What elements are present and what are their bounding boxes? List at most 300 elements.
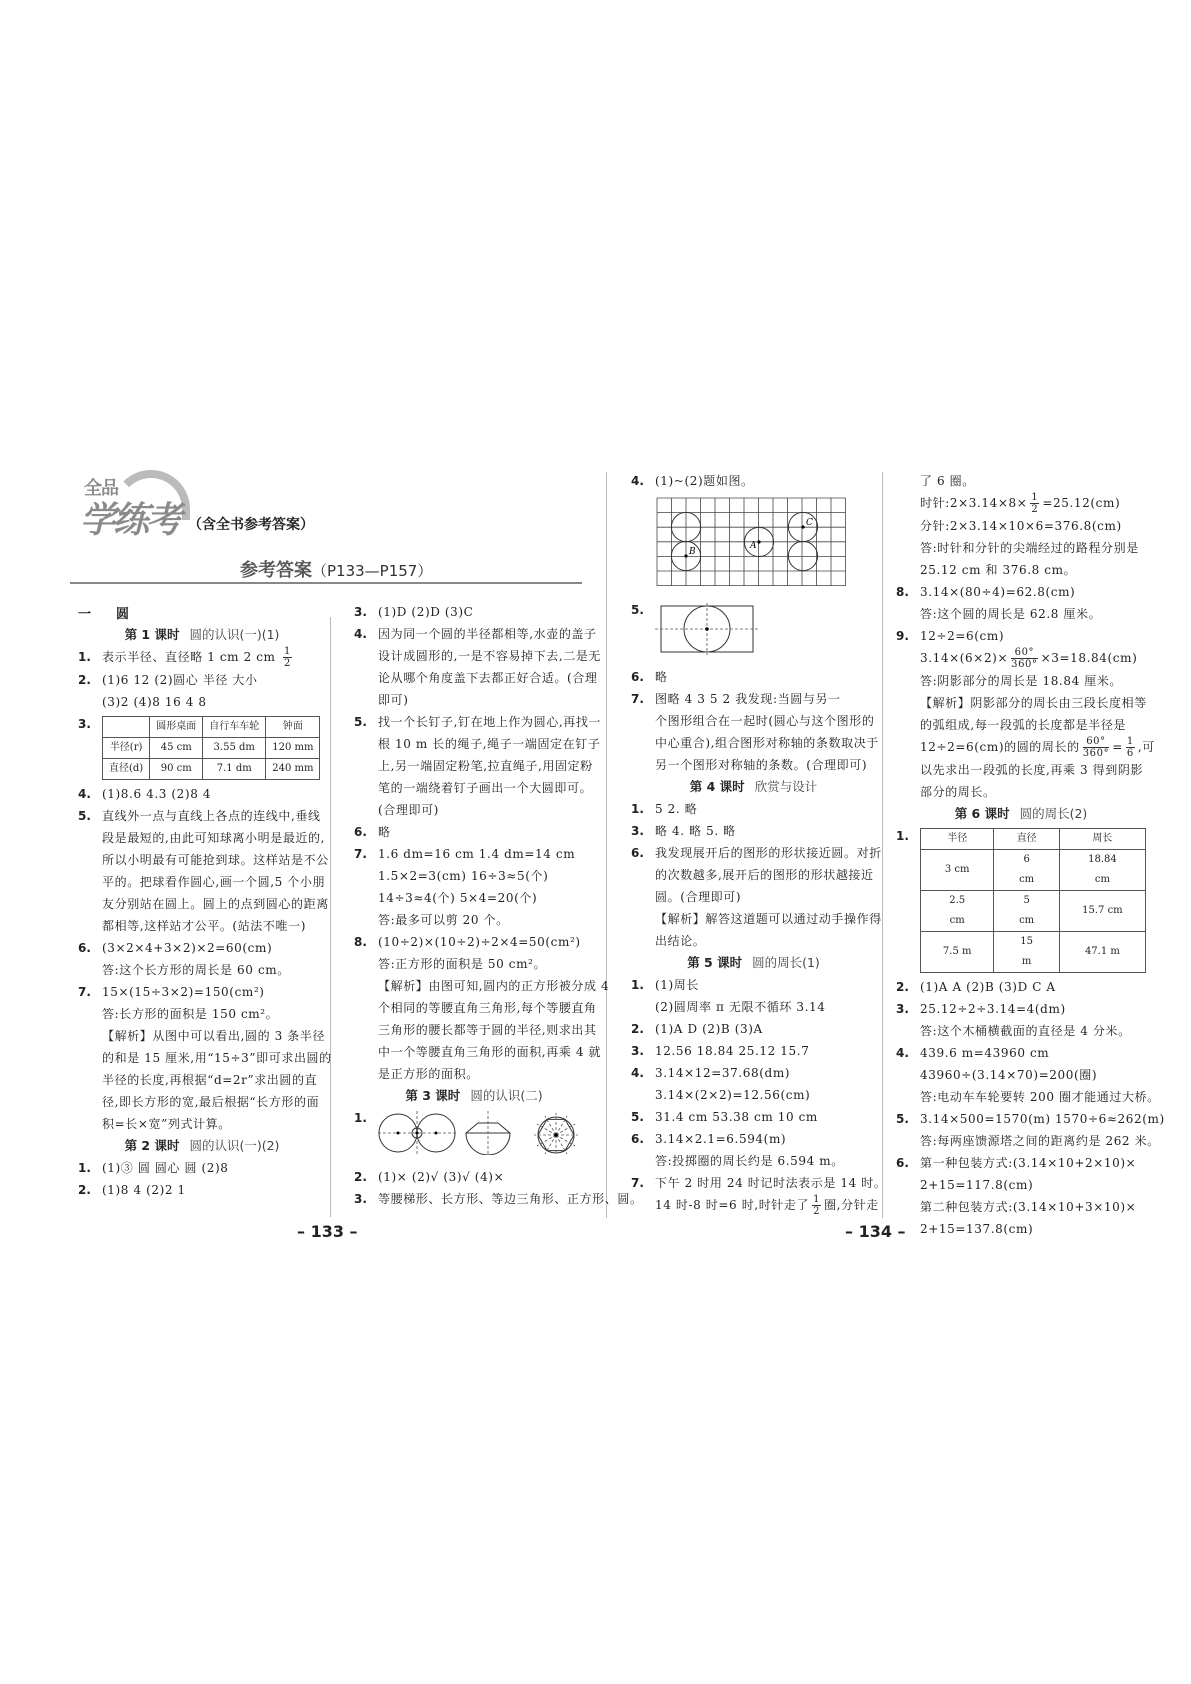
answer-table	[920, 828, 1146, 973]
answer-body	[378, 623, 601, 711]
answer-line	[920, 559, 1146, 581]
text-segment: (1)8.6 4.3 (2)8 4	[102, 787, 212, 801]
fraction-numerator: 1	[1031, 492, 1039, 503]
answer-body	[102, 713, 326, 783]
answer-body	[655, 1128, 876, 1172]
fraction-denominator: 360°	[1011, 659, 1038, 670]
answer-line	[655, 1018, 876, 1040]
center-point	[554, 1133, 558, 1137]
text-segment: 【解析】由图可知,圆内的正方形被分成 4	[378, 979, 610, 993]
text-segment: 439.6 m=43960 cm	[920, 1046, 1050, 1060]
rectangle-circle-figure	[655, 603, 760, 655]
question-number: 2.	[78, 673, 91, 687]
subtitle: （含全书参考答案）	[188, 517, 314, 533]
answer-line	[655, 754, 879, 776]
text-segment: 三角形的腰长都等于圆的半径,则求出其	[378, 1023, 597, 1037]
lesson-label: 第 4 课时	[689, 779, 745, 794]
fraction	[1011, 647, 1038, 670]
page-title	[240, 556, 432, 582]
text-segment: 以先求出一段弧的长度,再乘 3 得到阴影	[920, 763, 1144, 777]
table-cell: 直径	[994, 829, 1059, 850]
lesson-heading	[78, 624, 326, 646]
answer-body	[920, 976, 1146, 998]
answer-line	[920, 581, 1146, 603]
answer-item	[631, 1172, 887, 1217]
answer-body	[920, 581, 1146, 625]
circles3-figure	[378, 1111, 583, 1155]
answer-line	[102, 646, 326, 669]
answer-line	[655, 1106, 876, 1128]
fraction-denominator: 6	[1126, 748, 1134, 759]
text-segment: (1)A D (2)B (3)A	[655, 1022, 763, 1036]
answer-body	[655, 599, 876, 666]
text-segment: 12÷2=6(cm)	[920, 629, 1005, 643]
text-segment: (1)周长	[655, 978, 699, 992]
answer-line	[920, 1020, 1146, 1042]
text-segment: 表示半径、直径略 1 cm 2 cm	[102, 650, 280, 664]
question-number: 3.	[896, 1002, 909, 1016]
answer-line	[378, 865, 594, 887]
text-segment: ×3=18.84(cm)	[1040, 651, 1138, 665]
question-number: 8.	[896, 585, 909, 599]
answer-line	[102, 959, 326, 981]
table-cell: 2.5 cm	[921, 891, 994, 932]
answer-item	[896, 581, 1146, 625]
answer-item	[896, 1042, 1160, 1108]
table-row	[921, 932, 1146, 973]
center-point	[801, 525, 804, 528]
text-segment: 出结论。	[655, 934, 706, 948]
text-segment: 43960÷(3.14×70)=200(圈)	[920, 1068, 1098, 1082]
answer-line	[920, 1152, 1146, 1174]
answer-body	[920, 998, 1146, 1042]
answer-line	[655, 974, 876, 996]
answer-line	[655, 1040, 876, 1062]
fraction-numerator: 1	[813, 1194, 821, 1205]
answer-body	[655, 820, 876, 842]
answer-line	[920, 1108, 1165, 1130]
answer-item	[78, 1157, 326, 1179]
answer-line	[920, 714, 1155, 736]
page-range: （P133—P157）	[312, 562, 433, 580]
answer-item	[78, 981, 332, 1135]
text-segment: 3.14×(2×2)=12.56(cm)	[655, 1088, 811, 1102]
table-cell: 5 cm	[994, 891, 1059, 932]
text-segment: (2)圆周率 π 无限不循环 3.14	[655, 1000, 826, 1014]
text-segment: (1)~(2)题如图。	[655, 474, 754, 488]
lesson-label: 第 5 课时	[687, 955, 743, 970]
answer-line	[920, 647, 1155, 670]
lesson-heading	[896, 803, 1146, 825]
answer-column-4	[896, 470, 1165, 1240]
answer-line	[920, 1086, 1160, 1108]
answer-item	[354, 931, 610, 1085]
column-divider	[882, 472, 883, 1218]
text-segment: 5 2. 略	[655, 802, 698, 816]
answer-line	[920, 603, 1146, 625]
text-segment: 【解析】从图中可以看出,圆的 3 条半径	[102, 1029, 326, 1043]
point-label: B	[689, 547, 696, 557]
text-segment: 14÷3≈4(个) 5×4=20(个)	[378, 891, 538, 905]
text-segment: ,可	[1137, 740, 1155, 754]
answer-body	[655, 666, 876, 688]
text-segment: 答:最多可以剪 20 个。	[378, 913, 509, 927]
answer-item	[354, 821, 594, 843]
fraction-denominator: 2	[813, 1206, 821, 1217]
table-cell: 7.1 dm	[203, 759, 266, 780]
question-number: 9.	[896, 629, 909, 643]
answer-line	[102, 1157, 326, 1179]
answer-body	[378, 711, 601, 821]
text-segment: 即可)	[378, 693, 409, 707]
question-number: 4.	[78, 787, 91, 801]
text-segment: 论从哪个角度盖下去都正好合适。(合理	[378, 671, 598, 685]
answer-line	[378, 755, 601, 777]
table-cell: 120 mm	[266, 738, 320, 759]
answer-figure	[378, 1111, 594, 1162]
lesson-label: 第 3 课时	[405, 1088, 461, 1103]
text-segment: (1)③ 圆 圆心 圆 (2)8	[102, 1161, 229, 1175]
answer-line	[102, 1113, 332, 1135]
question-number: 3.	[631, 1044, 644, 1058]
answer-line	[920, 1174, 1146, 1196]
answer-body	[920, 470, 1146, 581]
table-row	[921, 829, 1146, 850]
answer-body	[655, 1062, 876, 1106]
lesson-label: 第 2 课时	[124, 1138, 180, 1153]
answer-item	[78, 937, 326, 981]
answer-item	[354, 843, 594, 931]
text-segment: 圈,分针走	[824, 1198, 879, 1212]
fraction-denominator: 360°	[1082, 748, 1110, 759]
answer-line	[920, 1218, 1146, 1240]
answer-body	[102, 646, 326, 669]
table-row	[103, 717, 320, 738]
brand-logo	[80, 470, 190, 541]
text-segment: (1)× (2)√ (3)√ (4)×	[378, 1170, 505, 1184]
point-label: C	[806, 518, 813, 528]
lesson-heading	[354, 1085, 594, 1107]
table-row	[103, 759, 320, 780]
text-segment: 12÷2=6(cm)的圆的周长的	[920, 740, 1080, 754]
answer-line	[655, 930, 882, 952]
table-row	[921, 850, 1146, 891]
answer-line	[920, 470, 1146, 492]
text-segment: 答:电动车车轮要转 200 圈才能通过大桥。	[920, 1090, 1160, 1104]
question-number: 5.	[354, 715, 367, 729]
answer-line	[378, 733, 601, 755]
answer-line	[378, 777, 601, 799]
answer-line	[655, 820, 876, 842]
answer-body	[655, 1018, 876, 1040]
logo-big-text: 学练考	[80, 500, 180, 541]
text-segment: 【解析】阴影部分的周长由三段长度相等	[920, 696, 1147, 710]
page-number-right: – 134 –	[845, 1222, 906, 1241]
answer-line	[655, 996, 876, 1018]
text-segment: 另一个图形对称轴的条数。(合理即可)	[655, 758, 868, 772]
question-number: 2.	[896, 980, 909, 994]
answer-item	[78, 783, 326, 805]
question-number: 6.	[631, 670, 644, 684]
question-number: 4.	[631, 474, 644, 488]
question-number: 1.	[354, 1111, 367, 1125]
answer-body	[920, 625, 1155, 803]
answer-body	[655, 1106, 876, 1128]
fraction-numerator: 60°	[1083, 736, 1110, 748]
answer-line	[655, 1172, 886, 1194]
answer-body	[378, 601, 594, 623]
answer-line	[102, 827, 329, 849]
question-number: 4.	[354, 627, 367, 641]
answer-item	[631, 842, 882, 952]
answer-line	[102, 981, 332, 1003]
text-segment: 3.14×(6×2)×	[920, 651, 1009, 665]
question-number: 5.	[896, 1112, 909, 1126]
fraction	[283, 646, 292, 669]
answer-line	[102, 805, 329, 827]
text-segment: (1)A A (2)B (3)D C A	[920, 980, 1056, 994]
answer-line	[920, 1130, 1165, 1152]
answer-line	[655, 798, 876, 820]
text-segment: 略	[378, 825, 391, 839]
answer-column-1	[78, 603, 332, 1201]
answer-item	[896, 825, 1146, 976]
answer-line	[102, 915, 329, 937]
answer-body	[378, 821, 594, 843]
text-segment: 个图形组合在一起时(圆心与这个图形的	[655, 714, 875, 728]
answer-item	[354, 1166, 594, 1188]
question-number: 5.	[78, 809, 91, 823]
lesson-title: 圆的周长(1)	[752, 955, 820, 970]
answer-body	[378, 1166, 594, 1188]
answer-column-3	[631, 470, 887, 1217]
text-segment: 因为同一个圆的半径都相等,水壶的盖子	[378, 627, 597, 641]
center-point	[684, 554, 687, 557]
lesson-heading	[631, 776, 876, 798]
answer-item	[78, 1179, 326, 1201]
answer-line	[378, 711, 601, 733]
text-segment: 图略 4 3 5 2 我发现:当圆与另一	[655, 692, 841, 706]
answer-item	[896, 976, 1146, 998]
center-point	[416, 1132, 419, 1135]
answer-line	[655, 864, 882, 886]
table-cell: 3.55 dm	[203, 738, 266, 759]
text-segment: 答:这个圆的周长是 62.8 厘米。	[920, 607, 1102, 621]
answer-line	[655, 842, 882, 864]
section-number: 一	[78, 607, 92, 622]
answer-line	[378, 975, 609, 997]
answer-line	[102, 871, 329, 893]
center-point	[397, 1132, 400, 1135]
answer-line	[102, 669, 326, 691]
answer-line	[920, 1196, 1146, 1218]
text-segment: 略	[655, 670, 668, 684]
answer-line	[102, 1091, 332, 1113]
answer-figure	[655, 603, 876, 662]
answer-line	[920, 515, 1146, 537]
text-segment: 中一个等腰直角三角形的面积,再乘 4 就	[378, 1045, 602, 1059]
answer-line	[920, 759, 1155, 781]
answer-body	[920, 1042, 1160, 1108]
table-cell: 自行车车轮	[203, 717, 266, 738]
answer-line	[378, 953, 609, 975]
answer-line	[655, 710, 879, 732]
fraction-numerator: 60°	[1011, 647, 1038, 659]
question-number: 6.	[78, 941, 91, 955]
answer-body	[655, 688, 879, 776]
answer-line	[102, 783, 326, 805]
answer-item	[631, 1106, 876, 1128]
answer-body	[920, 1152, 1146, 1240]
text-segment: 答:正方形的面积是 50 cm²。	[378, 957, 547, 971]
table-cell: 45 cm	[150, 738, 203, 759]
answer-item	[631, 1062, 876, 1106]
text-segment: (1)D (2)D (3)C	[378, 605, 474, 619]
text-segment: 15×(15÷3×2)=150(cm²)	[102, 985, 265, 999]
answer-line	[102, 1179, 326, 1201]
question-number: 1.	[631, 978, 644, 992]
answer-line	[655, 908, 882, 930]
text-segment: 分针:2×3.14×10×6=376.8(cm)	[920, 519, 1122, 533]
answer-line	[102, 937, 326, 959]
lesson-label: 第 1 课时	[124, 627, 180, 642]
answer-item	[354, 1107, 594, 1166]
text-segment: 的次数越多,展开后的图形的形状越接近	[655, 868, 874, 882]
answer-line	[378, 1166, 594, 1188]
table-cell: 15.7 cm	[1059, 891, 1145, 932]
answer-figure	[655, 496, 876, 595]
answer-body	[102, 669, 326, 713]
question-number: 7.	[78, 985, 91, 999]
answer-line	[102, 691, 326, 713]
text-segment: 3.14×(80÷4)=62.8(cm)	[920, 585, 1076, 599]
answer-item	[896, 998, 1146, 1042]
answer-item	[631, 666, 876, 688]
answer-body	[102, 937, 326, 981]
question-number: 2.	[631, 1022, 644, 1036]
grid-figure	[655, 496, 850, 588]
answer-line	[920, 670, 1155, 692]
answer-line	[920, 998, 1146, 1020]
text-segment: 14 时-8 时=6 时,时针走了	[655, 1198, 810, 1212]
table-row	[103, 738, 320, 759]
text-segment: 答:时针和分针的尖端经过的路程分别是	[920, 541, 1139, 555]
answer-line	[102, 1003, 332, 1025]
answer-line	[655, 1128, 876, 1150]
lesson-title: 圆的认识(一)(2)	[189, 1138, 280, 1153]
answer-item	[78, 805, 329, 937]
text-segment: 圆。(合理即可)	[655, 890, 742, 904]
question-number: 6.	[896, 1156, 909, 1170]
table-cell: 90 cm	[150, 759, 203, 780]
answer-body	[655, 798, 876, 820]
text-segment: 的和是 15 厘米,用“15÷3”即可求出圆的	[102, 1051, 332, 1065]
answer-line	[378, 1041, 609, 1063]
text-segment: 1.6 dm=16 cm 1.4 dm=14 cm	[378, 847, 576, 861]
text-segment: 都相等,这样站才公平。(站法不唯一)	[102, 919, 306, 933]
answer-line	[102, 849, 329, 871]
text-segment: 设计成圆形的,一是不容易掉下去,二是无	[378, 649, 602, 663]
text-segment: 找一个长钉子,钉在地上作为圆心,再找一	[378, 715, 602, 729]
answer-item	[354, 711, 602, 821]
answer-item	[354, 1188, 643, 1210]
text-segment: 25.12 cm 和 376.8 cm。	[920, 563, 1077, 577]
text-segment: 上,另一端固定粉笔,拉直绳子,用固定粉	[378, 759, 593, 773]
question-number: 7.	[631, 1176, 644, 1190]
text-segment: (合理即可)	[378, 803, 439, 817]
text-segment: 答:这个长方形的周长是 60 cm。	[102, 963, 290, 977]
text-segment: 第二种包装方式:(3.14×10+3×10)×	[920, 1200, 1137, 1214]
text-segment: 平的。把球看作圆心,画一个圆,5 个小朋	[102, 875, 326, 889]
question-number: 6.	[354, 825, 367, 839]
answer-line	[378, 843, 594, 865]
answer-item	[896, 625, 1155, 803]
title-rule	[70, 582, 582, 584]
answer-line	[920, 976, 1146, 998]
answer-line	[378, 667, 601, 689]
text-segment: 略 4. 略 5. 略	[655, 824, 736, 838]
answer-item	[78, 713, 326, 783]
lesson-title: 欣赏与设计	[754, 779, 818, 794]
table-cell	[103, 717, 150, 738]
answer-line	[378, 821, 594, 843]
fraction-denominator: 2	[1031, 504, 1039, 515]
answer-item	[896, 470, 1146, 581]
answer-line	[655, 470, 876, 492]
text-segment: 25.12÷2÷3.14=4(dm)	[920, 1002, 1066, 1016]
table-cell: 15 m	[994, 932, 1059, 973]
answer-item	[631, 470, 876, 492]
text-segment: 个相同的等腰直角三角形,每个等腰直角	[378, 1001, 597, 1015]
answer-body	[655, 842, 882, 952]
text-segment: 半径的长度,再根据“d=2r”求出圆的直	[102, 1073, 318, 1087]
answer-line	[920, 736, 1155, 759]
answer-line	[378, 1188, 643, 1210]
text-segment: 我发现展开后的图形的形状接近圆。对折	[655, 846, 882, 860]
point-label: A	[750, 541, 757, 551]
answer-body	[102, 805, 329, 937]
answer-body	[655, 1172, 886, 1217]
answer-body	[378, 931, 609, 1085]
text-segment: 友分别站在圆上。圆上的点到圆心的距离	[102, 897, 329, 911]
text-segment: (1)8 4 (2)2 1	[102, 1183, 186, 1197]
lesson-title: 圆的周长(2)	[1019, 806, 1088, 821]
answer-line	[378, 887, 594, 909]
answer-item	[631, 599, 876, 666]
lesson-heading	[631, 952, 876, 974]
answer-body	[102, 783, 326, 805]
table-cell: 240 mm	[266, 759, 320, 780]
answer-item	[78, 646, 326, 669]
answer-body	[655, 492, 876, 599]
answer-line	[920, 781, 1155, 803]
answer-item	[354, 623, 602, 711]
answer-column-2	[354, 601, 643, 1210]
section-title	[78, 603, 326, 622]
answer-body	[102, 981, 332, 1135]
text-segment: 第一种包装方式:(3.14×10+2×10)×	[920, 1156, 1137, 1170]
text-segment: 答:投掷圈的周长约是 6.594 m。	[655, 1154, 844, 1168]
answer-line	[378, 645, 601, 667]
text-segment: 1.5×2=3(cm) 16÷3≈5(个)	[378, 869, 549, 883]
answer-body	[655, 974, 876, 1018]
text-segment: 答:这个木桶横截面的直径是 4 分米。	[920, 1024, 1131, 1038]
answer-line	[655, 688, 879, 710]
question-number: 4.	[896, 1046, 909, 1060]
answer-item	[631, 688, 879, 776]
question-number: 3.	[354, 1192, 367, 1206]
text-segment: 的弧组成,每一段弧的长度都是半径是	[920, 718, 1127, 732]
